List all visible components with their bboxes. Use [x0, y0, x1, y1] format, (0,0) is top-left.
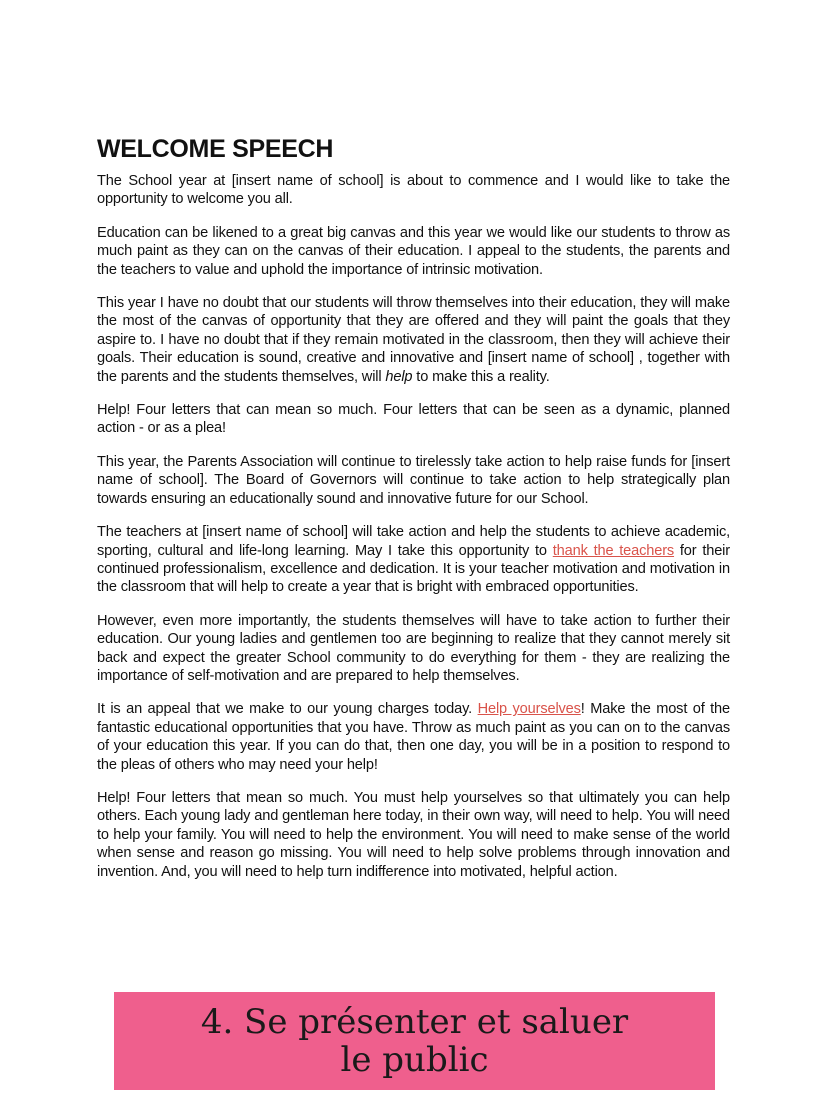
- paragraph-6: [97, 523, 730, 597]
- paragraph-7: However, even more importantly, the students themselves will have to take action to further their education. Our young ladies and gentlemen too are beginning to realize that they cannot merely sit back and expect the greater School community to do everything for them - they are realizing the importance of self-motivation and are prepared to help themselves.: [97, 612, 730, 684]
- paragraph-9: Help! Four letters that mean so much. You must help yourselves so that ultimately you can help others. Each young lady and gentleman here today, in their own way, will need to help. You will need to help your family. You will need to help the environment. You will need to make sense of the world when sense and reason go missing. You will need to help solve problems through innovation and invention. And, you will need to help turn indifference into motivated, helpful action.: [97, 789, 730, 880]
- paragraph-3-text-a: This year I have no doubt that our students will throw themselves into their education, they will make the most of the canvas of opportunity that they are offered and they will paint the goals that they aspire to. I have no doubt that if they remain motivated in the classroom, then they will achieve their goals. Their education is sound, creative and innovative and [insert name of school] , together with the parents and the students themselves, will: [97, 295, 730, 385]
- paragraph-5: This year, the Parents Association will continue to tirelessly take action to help raise funds for [insert name of school]. The Board of Governors will continue to take action to help strategically plan towards ensuring an educationally sound and innovative future for our School.: [97, 453, 730, 507]
- banner-line-1: 4. Se présenter et saluer: [200, 1002, 629, 1042]
- paragraph-1: The School year at [insert name of school] is about to commence and I would like to take the opportunity to welcome you all.: [97, 173, 730, 208]
- paragraph-8-text-a: It is an appeal that we make to our young charges today.: [97, 701, 478, 718]
- paragraph-8: [97, 700, 730, 774]
- paragraph-2: Education can be likened to a great big canvas and this year we would like our students to throw as much paint as they can on the canvas of their education. I appeal to the students, the parents and the teachers to value and uphold the importance of intrinsic motivation.: [97, 224, 730, 278]
- caption-banner: [114, 992, 715, 1090]
- paragraph-3-text-b: to make this a reality.: [412, 368, 550, 385]
- banner-line-2: le public: [340, 1040, 489, 1080]
- paragraph-6-text-a: The teachers at [insert name of school] will take action and help the students to achieve academic, sporting, cultural and life-long learning. May I take this opportunity to: [97, 524, 730, 559]
- document-title: WELCOME SPEECH: [97, 135, 334, 163]
- paragraph-8-text-b: ! Make the most of the fantastic educational opportunities that you have. Throw as much paint as you can on to the canvas of your education this year. If you can do that, then one day, you will be in a position to respond to the pleas of others who may need your help!: [97, 701, 730, 773]
- paragraph-4: Help! Four letters that can mean so much. Four letters that can be seen as a dynamic, planned action - or as a plea!: [97, 402, 730, 437]
- thank-the-teachers-link[interactable]: thank the teachers: [552, 542, 675, 559]
- help-yourselves-link[interactable]: Help yourselves: [477, 701, 581, 718]
- paragraph-6-text-b: for their continued professionalism, excellence and dedication. It is your teacher motivation and motivation in the classroom that will help to create a year that is bright with embraced opportunities.: [97, 542, 730, 596]
- paragraph-3: [97, 294, 730, 386]
- speech-document: [97, 134, 730, 896]
- paragraph-3-italic-help: help: [385, 368, 413, 385]
